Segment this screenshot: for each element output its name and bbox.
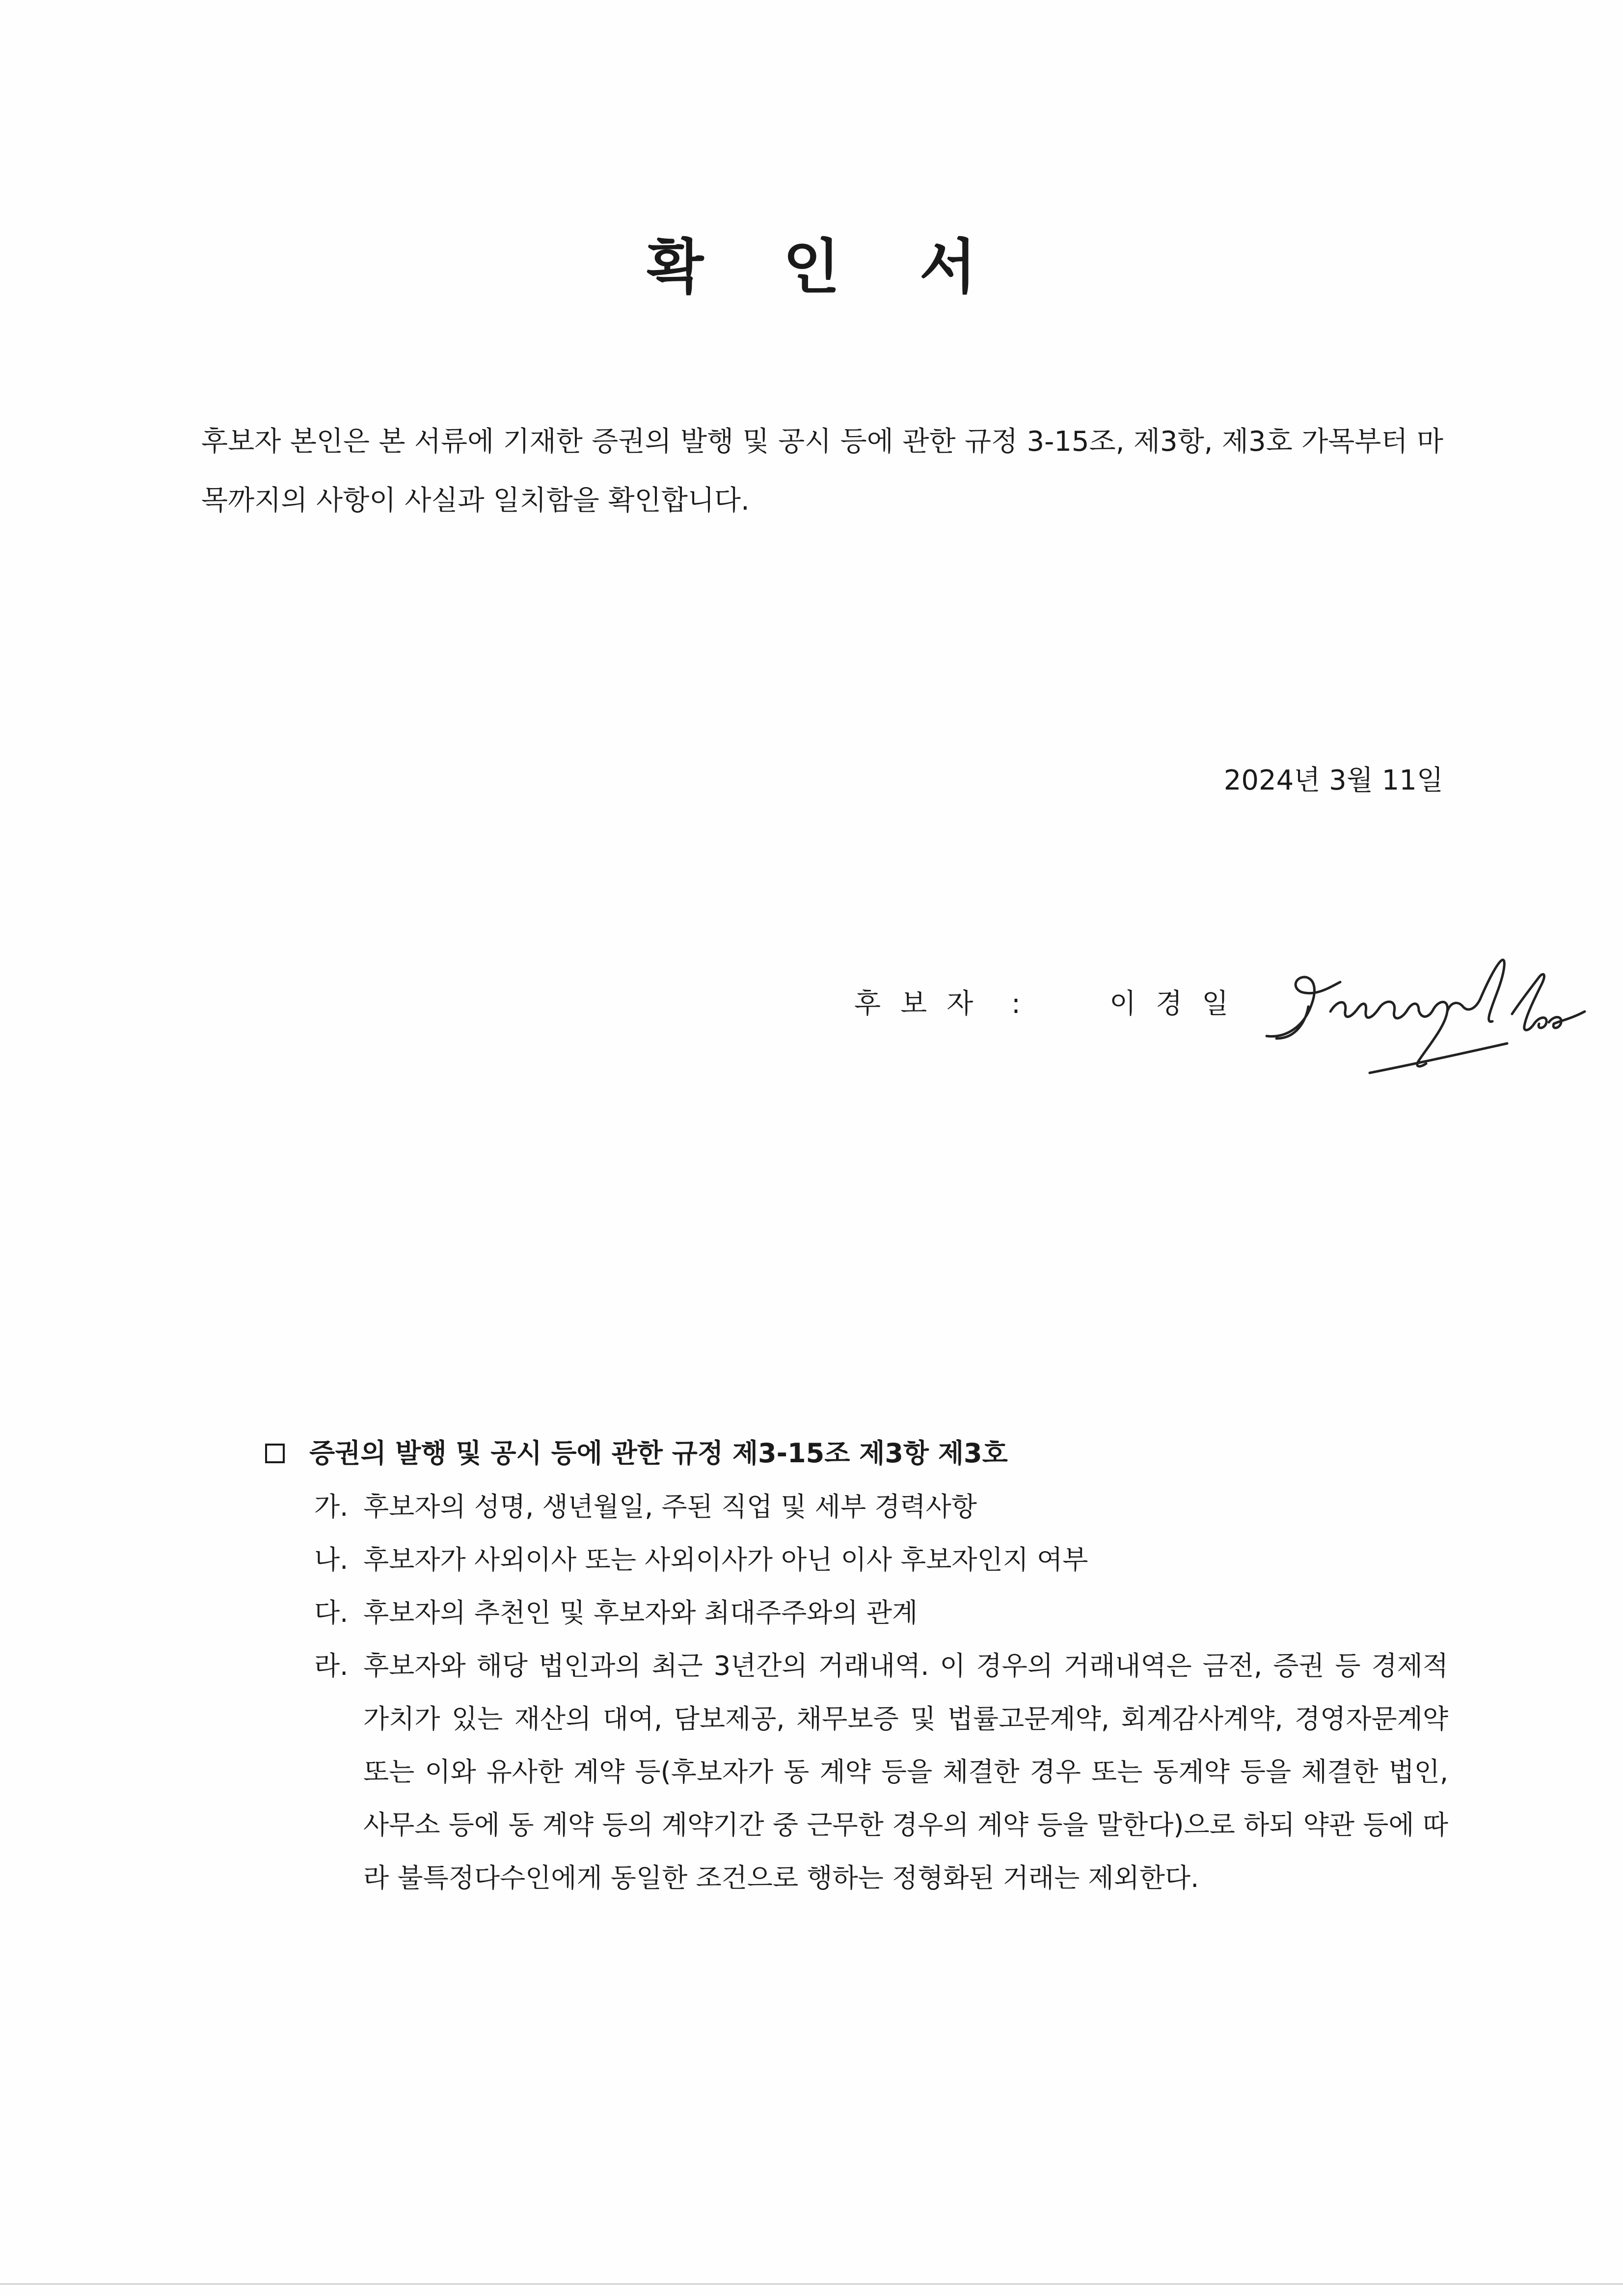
candidate-colon: :: [1011, 988, 1021, 1020]
list-item-text: 후보자의 추천인 및 후보자와 최대주주와의 관계: [363, 1597, 918, 1628]
checkbox-icon: [265, 1444, 285, 1463]
document-title: 확 인 서: [647, 233, 1006, 301]
list-item: [314, 1533, 1448, 1586]
list-item-text: 후보자와 해당 법인과의 최근 3년간의 거래내역. 이 경우의 거래내역은 금전, 증권 등 경제적 가치가 있는 재산의 대여, 담보제공, 채무보증 및 법률고문계약, 회계감사계약, 경영자문계약 또는 이와 유사한 계약 등(후보자가 동 계약 등을 체결한 경우 또는 동계약 등을 체결한 법인, 사무소 등에 동 계약 등의 계약기간 중 근무한 경우의 계약 등을 말한다)으로 하되 약관 등에 따라 불특정다수인에게 동일한 조건으로 행하는 정형화된 거래는 제외한다.: [363, 1650, 1448, 1893]
handwritten-signature: [1257, 953, 1591, 1080]
section-heading: [265, 1426, 1448, 1480]
section-items: [314, 1480, 1448, 1905]
list-item: [314, 1480, 1448, 1533]
list-item-text: 후보자의 성명, 생년월일, 주된 직업 및 세부 경력사항: [363, 1491, 977, 1522]
section-heading-text: 증권의 발행 및 공시 등에 관한 규정 제3-15조 제3항 제3호: [309, 1438, 1008, 1469]
list-item-marker: 라.: [314, 1650, 349, 1681]
candidate-label: 후보자: [854, 988, 993, 1020]
list-item-marker: 다.: [314, 1597, 349, 1628]
list-item: [314, 1586, 1448, 1640]
document-date: 2024년 3월 11일: [1223, 765, 1443, 796]
list-item-marker: 나.: [314, 1544, 349, 1575]
candidate-name: 이경일: [1109, 988, 1248, 1020]
intro-paragraph: 후보자 본인은 본 서류에 기재한 증권의 발행 및 공시 등에 관한 규정 3-15조, 제3항, 제3호 가목부터 마목까지의 사항이 사실과 일치함을 확인합니다.: [201, 426, 1443, 517]
list-item: [314, 1640, 1448, 1905]
page-bottom-rule: [0, 2283, 1623, 2285]
regulation-section: [265, 1426, 1448, 1905]
list-item-marker: 가.: [314, 1491, 349, 1522]
list-item-text: 후보자가 사외이사 또는 사외이사가 아닌 이사 후보자인지 여부: [363, 1544, 1088, 1575]
